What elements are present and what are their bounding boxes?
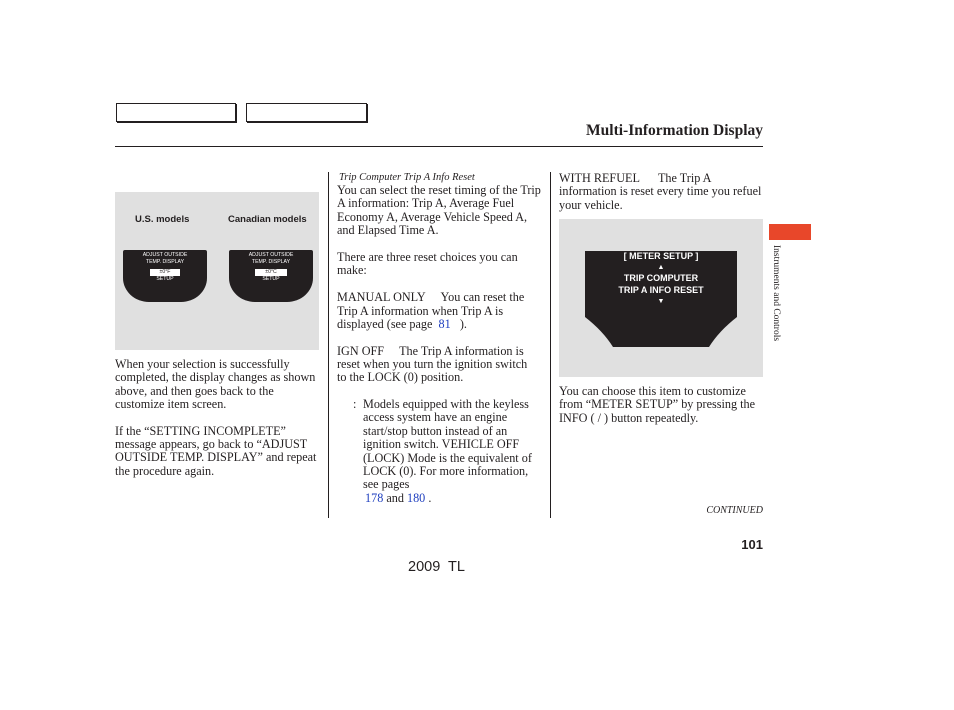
ign-off-item bbox=[337, 345, 543, 385]
canada-screen-line1: ADJUST OUTSIDE bbox=[248, 252, 294, 258]
manual-only-text: You can reset the Trip A information when Trip A is displayed (see page bbox=[337, 290, 525, 332]
note-and: and bbox=[386, 490, 404, 505]
middle-text bbox=[337, 172, 543, 505]
left-para-1: When your selection is successfully completed, the display changes as shown above, and then goes back to the customize item screen. bbox=[115, 357, 316, 412]
meter-display-text bbox=[585, 250, 737, 306]
section-tab-label: Instruments and Controls bbox=[771, 245, 781, 342]
ign-off-text: The Trip A information is reset when you turn the ignition switch bbox=[337, 343, 528, 372]
us-display-screen bbox=[123, 250, 207, 302]
nav-button-2[interactable] bbox=[246, 103, 367, 122]
column-divider-2 bbox=[550, 172, 551, 518]
footer-model: 2009 TL bbox=[408, 559, 465, 575]
trip-computer-line: TRIP COMPUTER bbox=[623, 272, 699, 283]
canada-display-screen bbox=[229, 250, 313, 302]
us-screen-line4: SETUP bbox=[156, 275, 174, 282]
canada-screen-value: ±0°C bbox=[229, 269, 313, 276]
left-para-2: If the “SETTING INCOMPLETE” message appears, go back to “ADJUST OUTSIDE TEMP. DISPLAY” and repeat the procedure again. bbox=[115, 423, 317, 478]
canada-screen-line4: SETUP bbox=[262, 275, 280, 282]
arrow-up-icon: ▲ bbox=[657, 263, 665, 271]
page-180-link[interactable]: 180 bbox=[406, 490, 426, 505]
manual-only-end: ). bbox=[459, 317, 467, 332]
ign-off-text-2: to the LOCK (0) position. bbox=[337, 370, 464, 385]
manual-only-item bbox=[337, 291, 543, 331]
manual-only-term: MANUAL ONLY bbox=[337, 290, 426, 305]
with-refuel-text: The Trip A information is reset every time you refuel your vehicle. bbox=[559, 171, 762, 212]
middle-para-2: There are three reset choices you can make: bbox=[337, 249, 518, 278]
keyless-note bbox=[337, 398, 543, 505]
note-end: . bbox=[428, 490, 432, 505]
arrow-down-icon: ▼ bbox=[657, 297, 665, 305]
page-81-link[interactable]: 81 bbox=[438, 317, 451, 332]
page-178-link[interactable]: 178 bbox=[365, 490, 384, 505]
with-refuel-term: WITH REFUEL bbox=[559, 171, 640, 185]
section-tab bbox=[769, 224, 811, 240]
continued-label: CONTINUED bbox=[706, 505, 763, 516]
us-screen-line2: TEMP. DISPLAY bbox=[145, 258, 185, 265]
middle-para-1: You can select the reset timing of the Trip A information: Trip A, Average Fuel Economy A, Average Vehicle Speed A, and Elapsed Time A. bbox=[337, 183, 541, 238]
meter-setup-line: [ METER SETUP ] bbox=[623, 251, 699, 261]
ign-off-term: IGN OFF bbox=[337, 343, 385, 358]
column-divider-1 bbox=[328, 172, 329, 518]
page-number: 101 bbox=[741, 537, 763, 552]
temp-display-figure bbox=[115, 192, 319, 350]
label-canadian-models: Canadian models bbox=[228, 214, 307, 225]
page-title: Multi-Information Display bbox=[586, 122, 763, 139]
canada-screen-line2: TEMP. DISPLAY bbox=[251, 258, 291, 265]
note-prefix: : bbox=[353, 396, 357, 411]
with-refuel-item bbox=[559, 172, 763, 212]
us-screen-value: ±0°F bbox=[123, 269, 207, 276]
right-para: You can choose this item to customize from “METER SETUP” by pressing the INFO ( / ) button repeatedly. bbox=[559, 384, 755, 425]
section-heading: Trip Computer Trip A Info Reset bbox=[339, 172, 475, 183]
left-text bbox=[115, 358, 321, 478]
meter-setup-figure bbox=[559, 219, 763, 377]
right-text bbox=[559, 385, 765, 425]
us-screen-line1: ADJUST OUTSIDE bbox=[142, 252, 188, 258]
label-us-models: U.S. models bbox=[135, 214, 190, 225]
header-rule bbox=[115, 146, 763, 147]
nav-button-1[interactable] bbox=[116, 103, 236, 122]
trip-a-info-reset-line: TRIP A INFO RESET bbox=[618, 285, 704, 295]
note-text: Models equipped with the keyless access system have an engine start/stop button instead of an ignition switch. VEHICLE OFF (LOCK) Mode is the equivalent of LOCK (0). For more information, see pages bbox=[363, 396, 532, 492]
